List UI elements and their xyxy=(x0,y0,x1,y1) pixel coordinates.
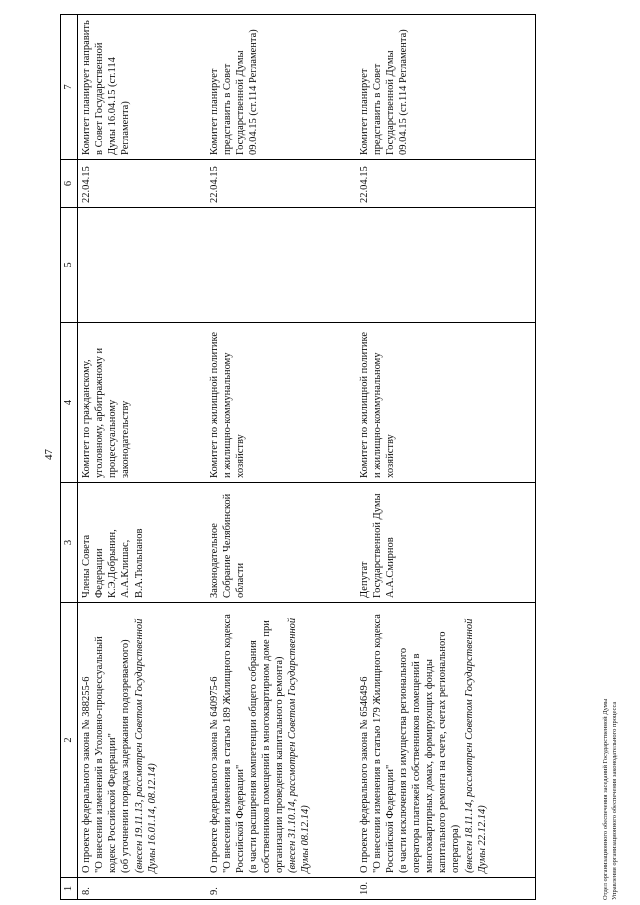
bill-note: (внесен 31.10.14, рассмотрен Советом Государственной Думы 08.12.14) xyxy=(287,617,312,873)
footer xyxy=(602,699,620,900)
bill-title: О проекте федерального закона № 640975-6 xyxy=(208,676,220,873)
row-number: 10. xyxy=(356,878,536,900)
table-row xyxy=(78,15,206,900)
bill-author: Члены Совета Федерации К.Э.Добрынин, А.А.Клишас, В.А.Тюльпанов xyxy=(78,483,206,603)
bill-date: 22.04.15 xyxy=(206,160,356,208)
header-row xyxy=(61,15,78,900)
header-cell-3: 3 xyxy=(61,483,78,603)
bill-note: (внесен 19.11.13, рассмотрен Советом Государственной Думы 16.01.14, 08.12.14) xyxy=(133,618,158,873)
bill-title: О проекте федерального закона № 388255-6 xyxy=(81,676,92,873)
bill-committee: Комитет по гражданскому, уголовному, арбитражному и процессуальному законодательству xyxy=(78,323,206,483)
bill-description xyxy=(356,603,536,878)
row-number: 8. xyxy=(78,878,206,900)
header-cell-6: 6 xyxy=(61,160,78,208)
bill-plan: Комитет планирует представить в Совет Государственной Думы 09.04.15 (ст.114 Регламента) xyxy=(356,15,536,160)
bill-description xyxy=(78,603,206,878)
bill-committee: Комитет по жилищной политике и жилищно-коммунальному хозяйству xyxy=(356,323,536,483)
header-cell-7: 7 xyxy=(61,15,78,160)
header-cell-4: 4 xyxy=(61,323,78,483)
page-number: 47 xyxy=(43,449,55,460)
bill-title: О проекте федерального закона № 654649-6 xyxy=(358,676,370,873)
header-cell-2: 2 xyxy=(61,603,78,878)
bill-date: 22.04.15 xyxy=(78,160,206,208)
bill-detail: (в части исключения из имущества регионального оператора платежей собственников помещений в многоквартирных домах, формирующих фонды капитального ремонта на счете, счетах регионального оператора) xyxy=(397,631,462,873)
bill-name: "О внесении изменений в Уголовно-процессуальный кодекс Российской Федерации" xyxy=(94,636,119,873)
bill-committee: Комитет по жилищной политике и жилищно-коммунальному хозяйству xyxy=(206,323,356,483)
bill-plan: Комитет планирует представить в Совет Государственной Думы 09.04.15 (ст.114 Регламента) xyxy=(206,15,356,160)
bill-detail: (об уточнении порядка задержания подозреваемого) xyxy=(120,639,132,873)
bills-table xyxy=(60,14,536,900)
bill-col5 xyxy=(206,208,356,323)
bill-date: 22.04.15 xyxy=(356,160,536,208)
bill-author: Депутат Государственной Думы А.А.Смирнов xyxy=(356,483,536,603)
bill-name: "О внесении изменения в статью 189 Жилищного кодекса Российской Федерации" xyxy=(221,614,246,873)
footer-line-2: Управления организационного обеспечения законодательного процесса xyxy=(610,701,618,900)
header-cell-1: 1 xyxy=(61,878,78,900)
row-number: 9. xyxy=(206,878,356,900)
bill-author: Законодательное Собрание Челябинской области xyxy=(206,483,356,603)
bill-note: (внесен 18.11.14, рассмотрен Советом Государственной Думы 22.12.14) xyxy=(463,618,488,873)
bill-name: "О внесении изменения в статью 179 Жилищного кодекса Российской Федерации" xyxy=(371,614,396,873)
bill-description xyxy=(206,603,356,878)
table-row xyxy=(356,15,536,900)
header-cell-5: 5 xyxy=(61,208,78,323)
bill-detail: (в части расширения компетенции общего собрания собственников помещений в многоквартирном доме при организации проведения капитального ремонта) xyxy=(247,620,286,873)
bill-col5 xyxy=(78,208,206,323)
table-row xyxy=(206,15,356,900)
bill-plan: Комитет планирует направить в Совет Государственной Думы 16.04.15 (ст.114 Регламента) xyxy=(78,15,206,160)
bill-col5 xyxy=(356,208,536,323)
footer-line-1: Отдел организационного обеспечения заседаний Государственной Думы xyxy=(602,698,609,900)
